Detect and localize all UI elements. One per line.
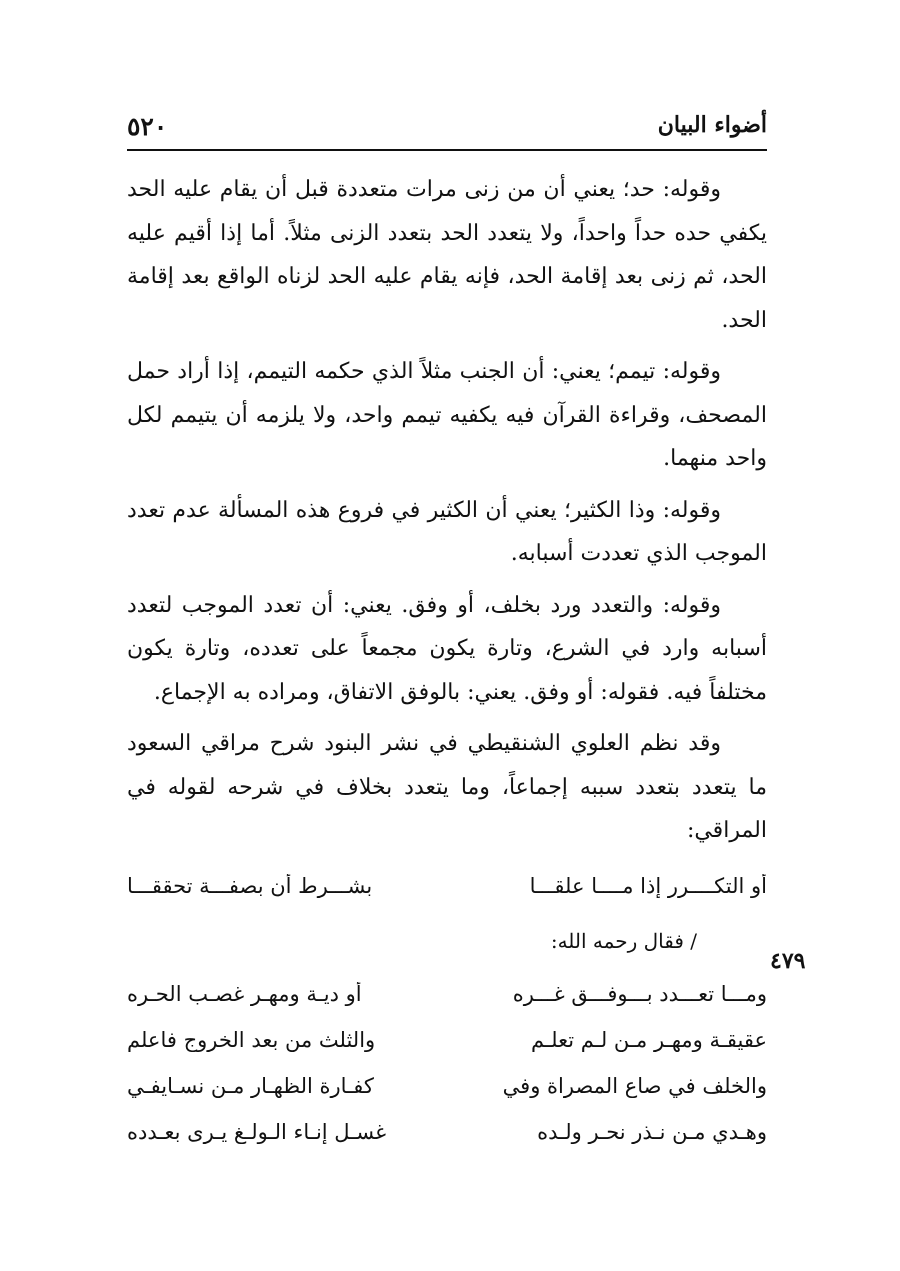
verse-second-hemistich: أو ديـة ومهـر غصـب الحـره: [127, 981, 362, 1006]
verse-single: [127, 863, 767, 909]
verse-row: [127, 1063, 767, 1109]
verse-row: [127, 863, 767, 909]
verse-first-hemistich: عقيقـة ومهـر مـن لـم تعلـم: [530, 1027, 767, 1052]
page-body: [127, 168, 767, 1155]
page-header: [127, 112, 767, 146]
verse-second-hemistich: غسـل إنـاء الـولـغ يـرى بعـدده: [127, 1119, 387, 1144]
paragraph: وقوله: تيمم؛ يعني: أن الجنب مثلاً الذي حكمه التيمم، إذا أراد حمل المصحف، وقراءة القرآن فيه يكفيه تيمم واحد، ولا يلزمه أن يتيمم لكل واحد منهما.: [127, 359, 767, 471]
paragraph: وقوله: وذا الكثير؛ يعني أن الكثير في فروع هذه المسألة عدم تعدد الموجب الذي تعددت أسبابه.: [127, 497, 767, 566]
verse-row: [127, 1109, 767, 1155]
verse-first-hemistich: والخلف في صاع المصراة وفي: [502, 1073, 767, 1098]
paragraph: وقوله: والتعدد ورد بخلف، أو وفق. يعني: أن تعدد الموجب لتعدد أسبابه وارد في الشرع، وتارة يكون مجمعاً على تعدده، وتارة يكون مختلفاً فيه. فقوله: أو وفق. يعني: بالوفق الاتفاق، ومراده به الإجماع.: [127, 592, 767, 705]
verse-row: [127, 971, 767, 1017]
paragraph: وقوله: حد؛ يعني أن من زنى مرات متعددة قبل أن يقام عليه الحد يكفي حده حداً واحداً، ولا يتعدد الحد بتعدد الزنى مثلاً. أما إذا أقيم عليه الحد، ثم زنى بعد إقامة الحد، فإنه يقام عليه الحد لزناه الواقع بعد إقامة الحد.: [127, 177, 767, 333]
verse-intro-line: [127, 919, 767, 971]
verse-first-hemistich: ومـــا تعـــدد بـــوفـــق غـــره: [512, 981, 767, 1006]
page-number: ٥٢٠: [127, 112, 168, 141]
verse-first-hemistich: أو التكــــرر إذا مــــا علقـــا: [529, 873, 767, 898]
verse-first-hemistich: وهـدي مـن نـذر نحـر ولـده: [537, 1119, 767, 1144]
verse-intro-text: / فقال رحمه الله:: [550, 928, 697, 953]
margin-page-reference: ٤٧٩: [770, 948, 806, 974]
running-title: أضواء البيان: [657, 112, 767, 138]
verse-second-hemistich: والثلث من بعد الخروج فاعلم: [127, 1027, 376, 1052]
header-rule: [127, 149, 767, 151]
verse-block: [127, 971, 767, 1155]
verse-second-hemistich: كفـارة الظهـار مـن نسـايفـي: [127, 1073, 374, 1098]
paragraph: وقد نظم العلوي الشنقيطي في نشر البنود شرح مراقي السعود ما يتعدد بتعدد سببه إجماعاً، وما يتعدد بخلاف في شرحه لقوله في المراقي:: [127, 731, 767, 843]
verse-second-hemistich: بشـــرط أن بصفـــة تحققـــا: [127, 873, 373, 898]
verse-row: [127, 1017, 767, 1063]
